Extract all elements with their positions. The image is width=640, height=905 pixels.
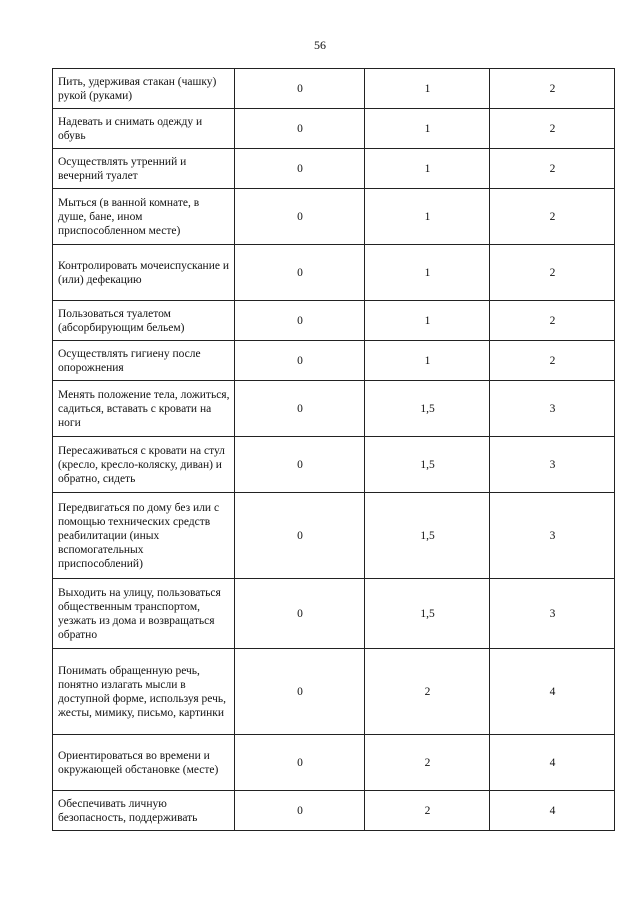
activity-cell: Пересаживаться с кровати на стул (кресло, кресло-коляску, диван) и обратно, сидеть <box>53 437 235 493</box>
score-cell: 4 <box>490 649 615 735</box>
activity-cell: Менять положение тела, ложиться, садиться, вставать с кровати на ноги <box>53 381 235 437</box>
score-cell: 0 <box>235 437 365 493</box>
score-cell: 0 <box>235 735 365 791</box>
score-cell: 2 <box>490 109 615 149</box>
score-cell: 2 <box>490 245 615 301</box>
score-cell: 2 <box>490 149 615 189</box>
activity-cell: Надевать и снимать одежду и обувь <box>53 109 235 149</box>
score-cell: 0 <box>235 69 365 109</box>
score-cell: 0 <box>235 341 365 381</box>
score-cell: 1 <box>365 69 490 109</box>
page-number: 56 <box>314 38 326 52</box>
score-cell: 2 <box>365 791 490 831</box>
score-cell: 0 <box>235 149 365 189</box>
table-row <box>53 791 615 831</box>
score-cell: 0 <box>235 381 365 437</box>
score-cell: 2 <box>490 341 615 381</box>
table-row <box>53 149 615 189</box>
activity-cell: Осуществлять утренний и вечерний туалет <box>53 149 235 189</box>
table-row <box>53 109 615 149</box>
score-cell: 0 <box>235 579 365 649</box>
table-row <box>53 245 615 301</box>
score-cell: 2 <box>365 649 490 735</box>
score-cell: 0 <box>235 791 365 831</box>
score-cell: 3 <box>490 437 615 493</box>
score-cell: 0 <box>235 301 365 341</box>
activity-cell: Передвигаться по дому без или с помощью технических средств реабилитации (иных вспомогательных приспособлений) <box>53 493 235 579</box>
table-row <box>53 493 615 579</box>
score-cell: 0 <box>235 189 365 245</box>
score-cell: 4 <box>490 791 615 831</box>
score-cell: 2 <box>490 69 615 109</box>
score-cell: 1 <box>365 149 490 189</box>
score-cell: 1 <box>365 189 490 245</box>
score-cell: 1,5 <box>365 381 490 437</box>
activity-cell: Обеспечивать личную безопасность, поддерживать <box>53 791 235 831</box>
activity-cell: Понимать обращенную речь, понятно излагать мысли в доступной форме, используя речь, жесты, мимику, письмо, картинки <box>53 649 235 735</box>
score-cell: 1,5 <box>365 437 490 493</box>
activity-cell: Пользоваться туалетом (абсорбирующим бельем) <box>53 301 235 341</box>
score-cell: 2 <box>490 189 615 245</box>
score-cell: 2 <box>490 301 615 341</box>
score-cell: 1 <box>365 341 490 381</box>
activity-cell: Ориентироваться во времени и окружающей обстановке (месте) <box>53 735 235 791</box>
table-row <box>53 341 615 381</box>
table-row <box>53 649 615 735</box>
table-row <box>53 735 615 791</box>
score-cell: 0 <box>235 245 365 301</box>
activity-cell: Осуществлять гигиену после опорожнения <box>53 341 235 381</box>
activity-cell: Контролировать мочеиспускание и (или) дефекацию <box>53 245 235 301</box>
score-cell: 2 <box>365 735 490 791</box>
score-cell: 3 <box>490 493 615 579</box>
activity-cell: Пить, удерживая стакан (чашку) рукой (руками) <box>53 69 235 109</box>
table-row <box>53 189 615 245</box>
table-row <box>53 579 615 649</box>
score-cell: 1 <box>365 301 490 341</box>
table-row <box>53 301 615 341</box>
score-cell: 0 <box>235 109 365 149</box>
score-cell: 1,5 <box>365 493 490 579</box>
table-row <box>53 437 615 493</box>
score-table <box>52 68 615 831</box>
table-row <box>53 69 615 109</box>
score-cell: 0 <box>235 493 365 579</box>
activity-cell: Выходить на улицу, пользоваться общественным транспортом, уезжать из дома и возвращаться обратно <box>53 579 235 649</box>
score-cell: 1 <box>365 109 490 149</box>
score-cell: 1,5 <box>365 579 490 649</box>
score-cell: 0 <box>235 649 365 735</box>
activity-cell: Мыться (в ванной комнате, в душе, бане, ином приспособленном месте) <box>53 189 235 245</box>
score-cell: 4 <box>490 735 615 791</box>
table-row <box>53 381 615 437</box>
score-cell: 3 <box>490 381 615 437</box>
score-cell: 3 <box>490 579 615 649</box>
score-cell: 1 <box>365 245 490 301</box>
